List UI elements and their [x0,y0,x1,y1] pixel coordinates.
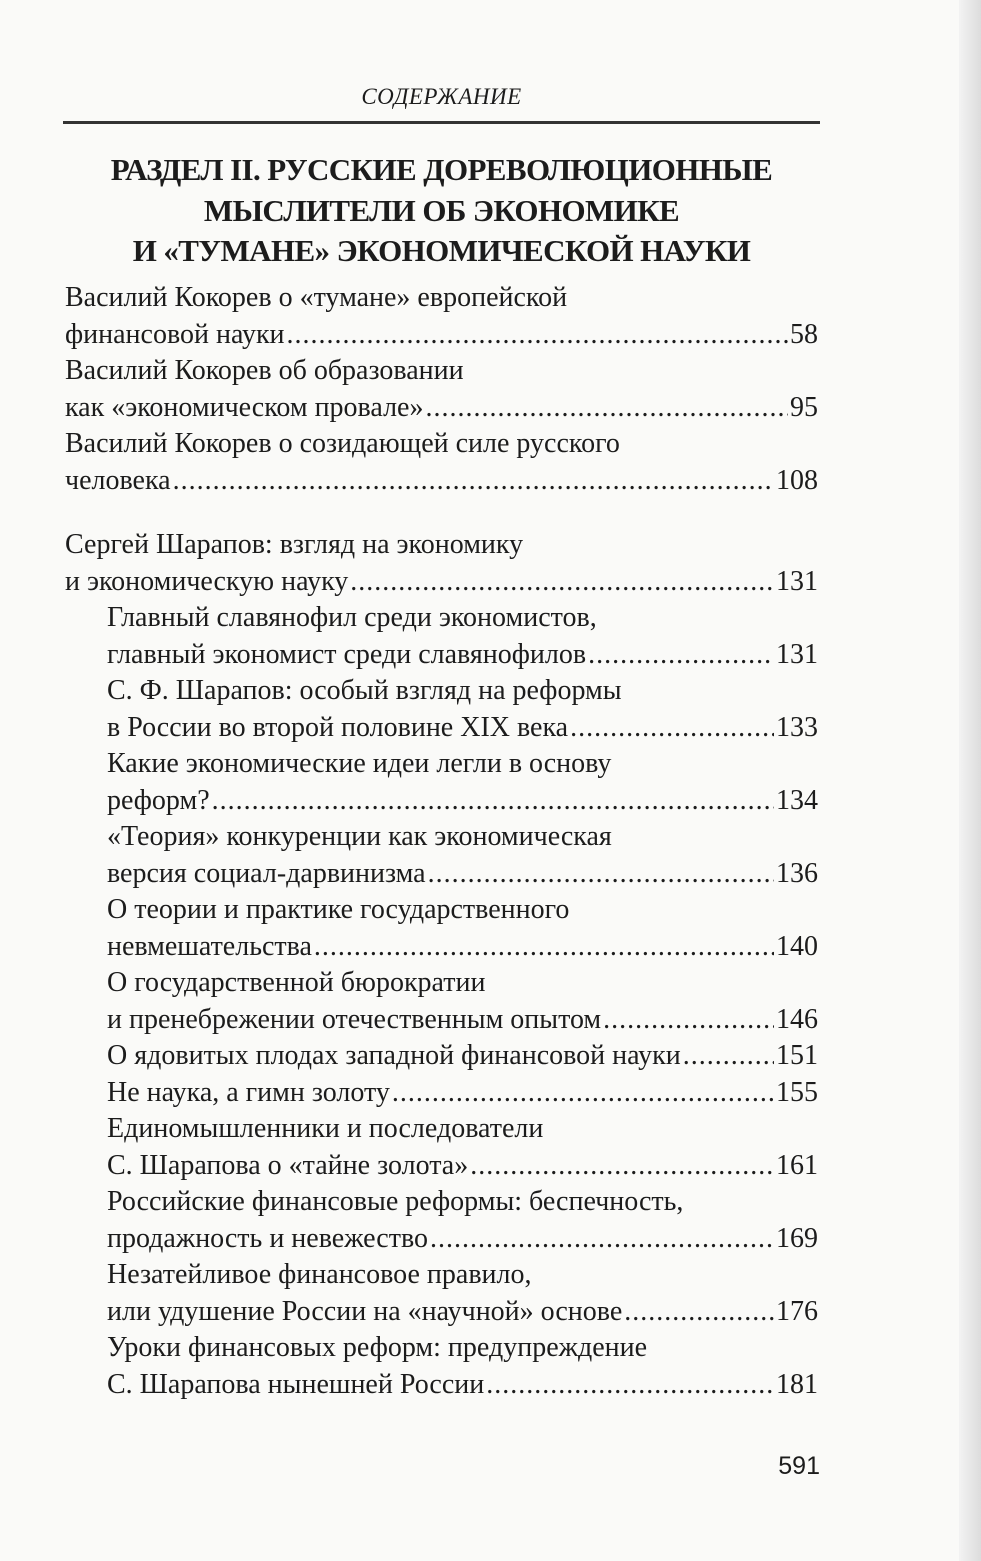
running-head: СОДЕРЖАНИЕ [361,84,522,109]
toc-entry-title: Российские финансовые реформы: беспечность, [107,1186,684,1217]
toc-page-number: 58 [790,318,818,350]
toc-entry-line [65,317,818,354]
table-of-contents [65,280,818,1403]
toc-entry[interactable] [65,1075,818,1112]
toc-entry[interactable] [65,280,818,353]
toc-entry[interactable] [65,1257,818,1330]
dot-leader [570,710,774,747]
page-edge [959,0,981,1561]
toc-entry[interactable] [65,819,818,892]
toc-entry-title: Василий Кокорев о созидающей силе русского [65,428,620,459]
toc-entry-line [65,892,818,929]
toc-entry-line [65,280,818,317]
toc-entry-line [65,390,818,427]
dot-leader [350,564,774,601]
toc-entry-line [65,1367,818,1404]
toc-entry-line [65,1111,818,1148]
toc-entry-title: Главный славянофил среди экономистов, [107,602,597,633]
toc-entry-line [65,965,818,1002]
toc-entry-line [65,463,818,500]
toc-entry-title: Какие экономические идеи легли в основу [107,748,612,779]
toc-entry-line [65,856,818,893]
toc-entry-line [65,1148,818,1185]
toc-entry-line [65,353,818,390]
section-heading-line: МЫСЛИТЕЛИ ОБ ЭКОНОМИКЕ [203,192,680,228]
toc-entry-title: О ядовитых плодах западной финансовой науки [107,1040,681,1071]
toc-page-number: 136 [776,857,818,889]
toc-page-number: 155 [776,1076,818,1108]
toc-entry-line [65,1038,818,1075]
toc-entry-line [65,527,818,564]
toc-entry[interactable] [65,892,818,965]
toc-page-number: 133 [776,711,818,743]
dot-leader [683,1038,774,1075]
toc-page-number: 181 [776,1368,818,1400]
toc-entry-title: как «экономическом провале» [65,391,424,423]
toc-entry[interactable] [65,1184,818,1257]
toc-entry-line [65,929,818,966]
dot-leader [425,390,788,427]
toc-entry[interactable] [65,527,818,600]
toc-entry-title: и пренебрежении отечественным опытом [107,1003,602,1035]
toc-page-number: 108 [776,464,818,496]
toc-entry-title: или удушение России на «научной» основе [107,1295,623,1327]
dot-leader [588,637,774,674]
toc-entry-title: продажность и невежество [107,1222,428,1254]
toc-entry-title: Уроки финансовых реформ: предупреждение [107,1332,648,1363]
toc-entry-title: С. Шарапова о «тайне золота» [107,1149,469,1181]
toc-page-number: 134 [776,784,818,816]
toc-entry[interactable] [65,426,818,499]
toc-entry-title: главный экономист среди славянофилов [107,638,587,670]
page-number: 591 [778,1452,820,1480]
toc-page-number: 140 [776,930,818,962]
section-heading-line: И «ТУМАНЕ» ЭКОНОМИЧЕСКОЙ НАУКИ [132,233,751,268]
dot-leader [486,1367,774,1404]
toc-entry-title: и экономическую науку [65,565,349,597]
toc-entry-line [65,673,818,710]
dot-leader [603,1002,774,1039]
toc-entry[interactable] [65,353,818,426]
toc-page-number: 176 [776,1295,818,1327]
dot-leader [470,1148,774,1185]
dot-leader [624,1294,774,1331]
dot-leader [173,463,774,500]
toc-entry-title: Сергей Шарапов: взгляд на экономику [65,529,524,560]
toc-entry[interactable] [65,746,818,819]
toc-page-number: 131 [776,565,818,597]
toc-entry-line [65,1221,818,1258]
section-heading [63,150,820,272]
toc-page-number: 161 [776,1149,818,1181]
toc-entry-title: Василий Кокорев об образовании [65,355,464,386]
toc-entry-title: Не наука, а гимн золоту [107,1076,390,1108]
toc-entry-line [65,600,818,637]
toc-entry-line [65,1330,818,1367]
toc-entry-title: Незатейливое финансовое правило, [107,1259,532,1290]
dot-leader [392,1075,774,1112]
toc-entry-title: реформ? [107,784,210,816]
dot-leader [212,783,774,820]
toc-page-number: 146 [776,1003,818,1035]
toc-entry-line [65,1075,818,1112]
toc-entry[interactable] [65,673,818,746]
toc-entry-line [65,1184,818,1221]
toc-entry-line [65,564,818,601]
toc-entry-line [65,783,818,820]
toc-entry-line [65,746,818,783]
dot-leader [430,1221,774,1258]
toc-entry-title: Единомышленники и последователи [107,1113,544,1144]
toc-entry-line [65,1002,818,1039]
section-heading-line: РАЗДЕЛ II. РУССКИЕ ДОРЕВОЛЮЦИОННЫЕ [110,152,773,187]
toc-entry-title: версия социал-дарвинизма [107,857,426,889]
toc-entry-line [65,426,818,463]
toc-entry[interactable] [65,965,818,1038]
toc-page-number: 169 [776,1222,818,1254]
header-rule [63,121,820,124]
toc-entry-line [65,819,818,856]
toc-entry-title: О государственной бюрократии [107,967,486,998]
toc-page-number: 151 [776,1040,818,1071]
toc-entry[interactable] [65,1330,818,1403]
toc-entry-title: финансовой науки [65,318,285,350]
toc-entry[interactable] [65,1038,818,1075]
toc-entry-title: Василий Кокорев о «тумане» европейской [65,282,568,313]
toc-entry-line [65,710,818,747]
toc-entry-line [65,1294,818,1331]
toc-entry-title: «Теория» конкуренции как экономическая [107,821,612,852]
toc-entry-title: С. Шарапова нынешней России [107,1368,485,1400]
toc-entry-line [65,637,818,674]
dot-leader [287,317,788,354]
toc-entry-title: человека [65,464,171,496]
dot-leader [428,856,774,893]
toc-entry-line [65,1257,818,1294]
toc-entry-title: О теории и практике государственного [107,894,570,925]
dot-leader [314,929,774,966]
toc-page-number: 131 [776,638,818,670]
toc-entry[interactable] [65,600,818,673]
toc-entry-title: в России во второй половине XIX века [107,711,569,743]
toc-page-number: 95 [790,391,818,423]
toc-entry[interactable] [65,1111,818,1184]
toc-entry-title: невмешательства [107,930,312,962]
toc-entry-title: С. Ф. Шарапов: особый взгляд на реформы [107,675,622,706]
